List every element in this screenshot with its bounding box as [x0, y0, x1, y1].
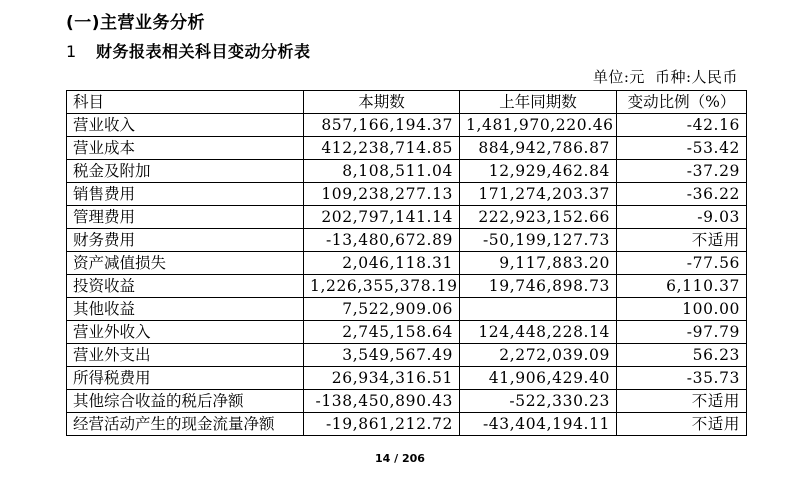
- row-prior-value: 884,942,786.87: [460, 137, 617, 160]
- financial-change-table: [66, 90, 747, 436]
- row-current-value: -13,480,672.89: [304, 229, 460, 252]
- page-number: 14 / 206: [375, 452, 425, 465]
- row-current-value: 2,046,118.31: [304, 252, 460, 275]
- row-change-ratio: -97.79: [617, 321, 747, 344]
- unit-label: 单位:元: [592, 68, 645, 86]
- table-row: [67, 390, 747, 413]
- table-row: [67, 160, 747, 183]
- currency-label: 币种:人民币: [654, 68, 738, 86]
- row-current-value: 8,108,511.04: [304, 160, 460, 183]
- row-change-ratio: -9.03: [617, 206, 747, 229]
- subsection-number: 1: [66, 42, 77, 61]
- row-current-value: 109,238,277.13: [304, 183, 460, 206]
- row-item-name: 资产减值损失: [67, 252, 304, 275]
- row-prior-value: 1,481,970,220.46: [460, 114, 617, 137]
- row-prior-value: 19,746,898.73: [460, 275, 617, 298]
- row-change-ratio: -42.16: [617, 114, 747, 137]
- row-item-name: 其他收益: [67, 298, 304, 321]
- row-prior-value: -43,404,194.11: [460, 413, 617, 436]
- table-header-row: [67, 91, 747, 114]
- table-row: [67, 413, 747, 436]
- row-prior-value: 171,274,203.37: [460, 183, 617, 206]
- row-item-name: 其他综合收益的税后净额: [67, 390, 304, 413]
- row-item-name: 财务费用: [67, 229, 304, 252]
- row-current-value: 1,226,355,378.19: [304, 275, 460, 298]
- row-change-ratio: 6,110.37: [617, 275, 747, 298]
- row-item-name: 所得税费用: [67, 367, 304, 390]
- row-prior-value: 9,117,883.20: [460, 252, 617, 275]
- row-current-value: 202,797,141.14: [304, 206, 460, 229]
- table-row: [67, 275, 747, 298]
- row-prior-value: 2,272,039.09: [460, 344, 617, 367]
- header-change-ratio: 变动比例（%）: [617, 91, 747, 114]
- row-change-ratio: -36.22: [617, 183, 747, 206]
- row-current-value: 857,166,194.37: [304, 114, 460, 137]
- row-change-ratio: 56.23: [617, 344, 747, 367]
- row-item-name: 营业收入: [67, 114, 304, 137]
- table-row: [67, 114, 747, 137]
- row-change-ratio: -53.42: [617, 137, 747, 160]
- row-current-value: -138,450,890.43: [304, 390, 460, 413]
- row-prior-value: [460, 298, 617, 321]
- header-item: 科目: [67, 91, 304, 114]
- table-row: [67, 137, 747, 160]
- row-current-value: 3,549,567.49: [304, 344, 460, 367]
- row-item-name: 营业成本: [67, 137, 304, 160]
- section-title: (一)主营业务分析: [66, 13, 206, 33]
- table-row: [67, 183, 747, 206]
- row-item-name: 管理费用: [67, 206, 304, 229]
- row-change-ratio: 不适用: [617, 390, 747, 413]
- row-prior-value: 41,906,429.40: [460, 367, 617, 390]
- row-item-name: 经营活动产生的现金流量净额: [67, 413, 304, 436]
- table-row: [67, 206, 747, 229]
- row-prior-value: 222,923,152.66: [460, 206, 617, 229]
- table-row: [67, 252, 747, 275]
- row-current-value: 2,745,158.64: [304, 321, 460, 344]
- row-prior-value: -522,330.23: [460, 390, 617, 413]
- row-item-name: 销售费用: [67, 183, 304, 206]
- table-row: [67, 298, 747, 321]
- row-current-value: 412,238,714.85: [304, 137, 460, 160]
- row-current-value: 7,522,909.06: [304, 298, 460, 321]
- row-change-ratio: -37.29: [617, 160, 747, 183]
- row-item-name: 营业外支出: [67, 344, 304, 367]
- row-prior-value: 124,448,228.14: [460, 321, 617, 344]
- table-row: [67, 367, 747, 390]
- row-item-name: 投资收益: [67, 275, 304, 298]
- row-change-ratio: -77.56: [617, 252, 747, 275]
- table-row: [67, 229, 747, 252]
- row-item-name: 税金及附加: [67, 160, 304, 183]
- row-change-ratio: 不适用: [617, 229, 747, 252]
- row-current-value: 26,934,316.51: [304, 367, 460, 390]
- subsection-text: 财务报表相关科目变动分析表: [96, 42, 311, 61]
- unit-line: [583, 66, 738, 87]
- row-change-ratio: 100.00: [617, 298, 747, 321]
- header-current-period: 本期数: [304, 91, 460, 114]
- row-change-ratio: -35.73: [617, 367, 747, 390]
- row-current-value: -19,861,212.72: [304, 413, 460, 436]
- row-item-name: 营业外收入: [67, 321, 304, 344]
- header-prior-period: 上年同期数: [460, 91, 617, 114]
- table-row: [67, 344, 747, 367]
- table-row: [67, 321, 747, 344]
- row-change-ratio: 不适用: [617, 413, 747, 436]
- row-prior-value: 12,929,462.84: [460, 160, 617, 183]
- subsection-title: [66, 39, 311, 62]
- row-prior-value: -50,199,127.73: [460, 229, 617, 252]
